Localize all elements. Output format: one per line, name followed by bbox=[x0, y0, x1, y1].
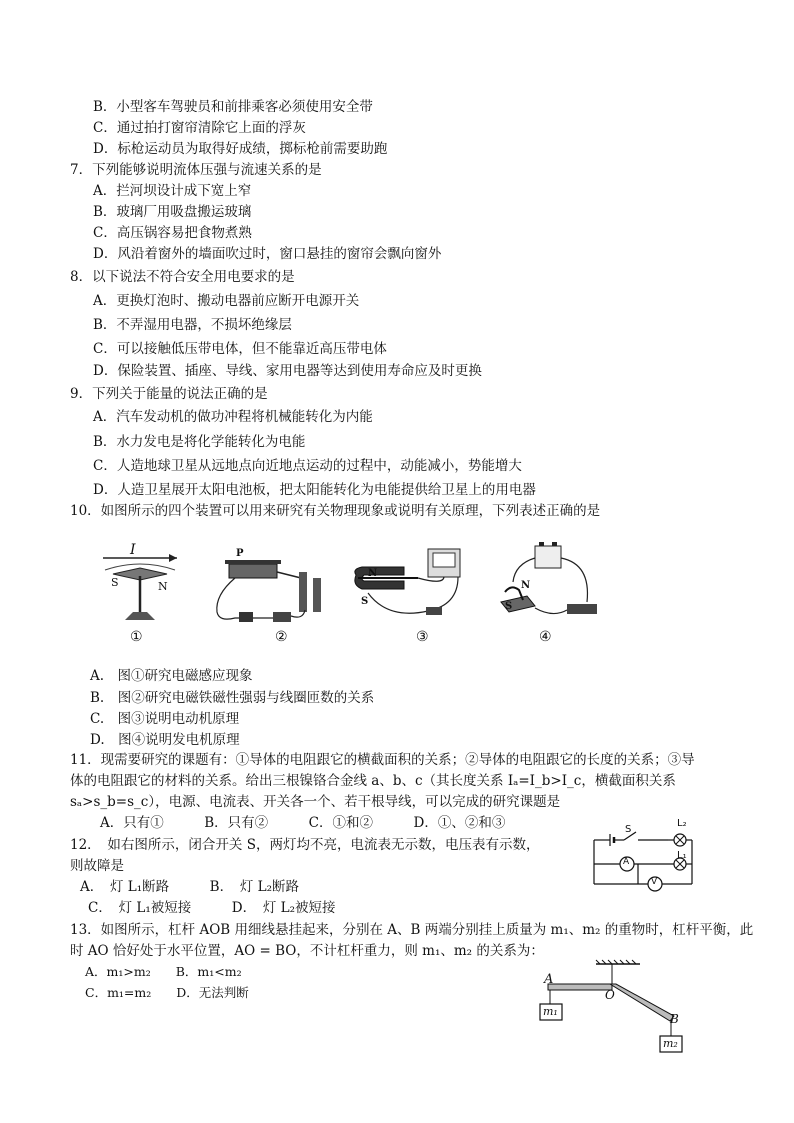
q13-m1-label: m₁ bbox=[543, 1005, 558, 1018]
q12-ammeter-label: A bbox=[623, 857, 630, 867]
fig3-n-label: N bbox=[368, 568, 378, 579]
q11-line-2: 体的电阻跟它的材料的关系。给出三根镍铬合金线 a、b、c（其长度关系 Iₐ=I_b>I_c，横截面积关系 bbox=[70, 773, 676, 789]
fig4-n-label: N bbox=[521, 580, 531, 591]
fig-label-2: ② bbox=[275, 629, 288, 645]
q6-option-b: B．小型客车驾驶员和前排乘客必须使用安全带 bbox=[93, 99, 373, 115]
q12-options-ab: A． 灯 L₁断路 B． 灯 L₂断路 bbox=[80, 879, 300, 895]
q13-m2-label: m₂ bbox=[663, 1037, 678, 1050]
q12-line-1: 12． 如右图所示，闭合开关 S，两灯均不亮，电流表无示数，电压表有示数， bbox=[70, 837, 540, 853]
q12-switch-label: S bbox=[625, 824, 632, 835]
q11-line-1: 11．现需要研究的课题有：①导体的电阻跟它的横截面积的关系；②导体的电阻跟它的长度的关系；③导 bbox=[70, 752, 695, 768]
fig-label-3: ③ bbox=[416, 629, 429, 645]
fig-label-1: ① bbox=[130, 629, 143, 645]
q13-point-b-label: B bbox=[670, 1012, 679, 1026]
q10-option-b: B. 图②研究电磁铁磁性强弱与线圈匝数的关系 bbox=[90, 690, 375, 706]
figure-4-motor bbox=[495, 540, 605, 625]
q9-option-c: C．人造地球卫星从远地点向近地点运动的过程中，动能减小，势能增大 bbox=[93, 458, 522, 474]
q11-options: A．只有① B．只有② C．①和② D．①、②和③ bbox=[100, 815, 506, 831]
q9-option-a: A．汽车发动机的做功冲程将机械能转化为内能 bbox=[93, 409, 373, 425]
q12-l2-label: L₂ bbox=[677, 818, 687, 829]
q6-option-c: C．通过拍打窗帘清除它上面的浮灰 bbox=[93, 120, 306, 136]
fig3-s-label: S bbox=[361, 596, 369, 607]
figure-3-induction bbox=[348, 545, 468, 630]
q10-option-a: A. 图①研究电磁感应现象 bbox=[90, 668, 253, 684]
figure-1-oersted bbox=[95, 540, 185, 630]
figure-2-electromagnet bbox=[205, 550, 335, 630]
q13-options-cd: C．m₁=m₂ D．无法判断 bbox=[85, 985, 249, 1000]
q9-option-b: B．水力发电是将化学能转化为电能 bbox=[93, 434, 306, 450]
q8-option-d: D．保险装置、插座、导线、家用电器等达到使用寿命应及时更换 bbox=[93, 363, 482, 379]
q12-line-2: 则故障是 bbox=[70, 858, 124, 874]
q12-voltmeter-label: V bbox=[651, 877, 658, 887]
q7-option-c: C．高压锅容易把食物煮熟 bbox=[93, 225, 252, 241]
q10-option-d: D. 图④说明发电机原理 bbox=[90, 732, 240, 748]
q13-line-1: 13．如图所示，杠杆 AOB 用细线悬挂起来，分别在 A、B 两端分别挂上质量为 m₁、m₂ 的重物时，杠杆平衡，此 bbox=[70, 922, 754, 938]
fig1-n-label: N bbox=[158, 580, 168, 593]
q8-option-b: B．不弄湿用电器，不损坏绝缘层 bbox=[93, 317, 292, 333]
q10-option-c: C. 图③说明电动机原理 bbox=[90, 711, 240, 727]
q9-option-d: D．人造卫星展开太阳电池板，把太阳能转化为电能提供给卫星上的用电器 bbox=[93, 482, 536, 498]
q13-line-2: 时 AO 恰好处于水平位置，AO = BO，不计杠杆重力，则 m₁、m₂ 的关系为： bbox=[70, 943, 544, 959]
q7-option-b: B．玻璃厂用吸盘搬运玻璃 bbox=[93, 204, 252, 220]
fig-label-4: ④ bbox=[539, 629, 552, 645]
q13-point-a-label: A bbox=[544, 972, 554, 987]
q12-l1-label: L₁ bbox=[677, 850, 687, 861]
q10-stem: 10．如图所示的四个装置可以用来研究有关物理现象或说明有关原理，下列表述正确的是 bbox=[70, 503, 601, 519]
q8-stem: 8．以下说法不符合安全用电要求的是 bbox=[70, 269, 295, 285]
q11-line-3: sₐ>s_b=s_c），电源、电流表、开关各一个、若干根导线，可以完成的研究课题是 bbox=[70, 794, 561, 810]
fig1-current-label: I bbox=[130, 542, 136, 558]
fig2-p-label: P bbox=[236, 548, 244, 559]
q7-option-a: A．拦河坝设计成下宽上窄 bbox=[93, 183, 252, 199]
fig1-s-label: S bbox=[111, 576, 119, 589]
q8-option-c: C．可以接触低压带电体，但不能靠近高压带电体 bbox=[93, 341, 387, 357]
q6-option-d: D．标枪运动员为取得好成绩，掷标枪前需要助跑 bbox=[93, 141, 388, 157]
q12-options-cd: C． 灯 L₁被短接 D． 灯 L₂被短接 bbox=[88, 900, 336, 916]
fig4-s-label: S bbox=[505, 601, 513, 612]
q8-option-a: A．更换灯泡时、搬动电器前应断开电源开关 bbox=[93, 293, 360, 309]
q13-options-ab: A．m₁>m₂ B．m₁<m₂ bbox=[85, 964, 242, 979]
q9-stem: 9．下列关于能量的说法正确的是 bbox=[70, 386, 268, 402]
q13-point-o-label: O bbox=[605, 988, 615, 1002]
q7-stem: 7．下列能够说明流体压强与流速关系的是 bbox=[70, 162, 322, 178]
q7-option-d: D．风沿着窗外的墙面吹过时，窗口悬挂的窗帘会飘向窗外 bbox=[93, 246, 442, 262]
